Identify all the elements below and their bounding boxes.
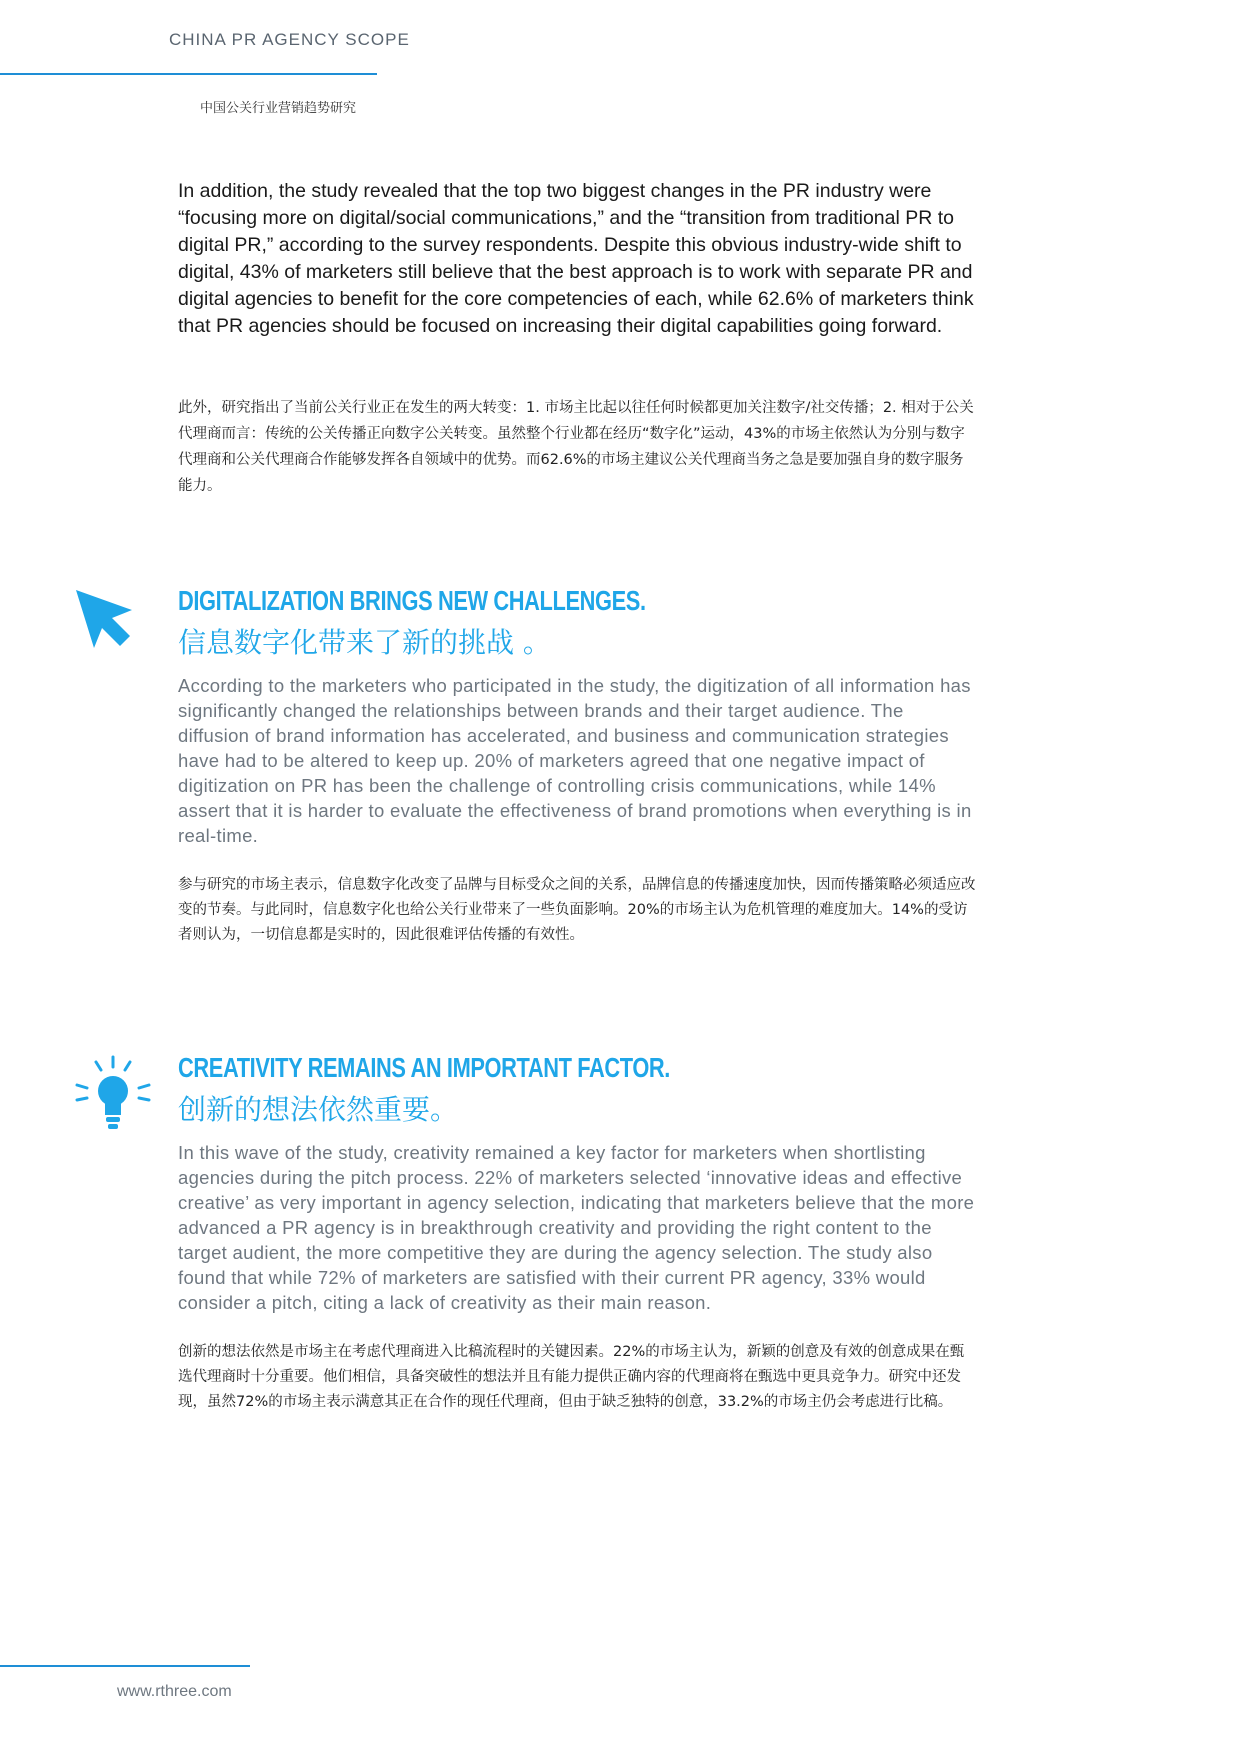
intro-paragraph-en: In addition, the study revealed that the top two biggest changes in the PR industry were “focusing more on digital/social communications,” and the “transition from traditional PR to digital PR,” according to the survey respondents. Despite this obvious industry-wide shift to digital, 43% of marketers still believe that the best approach is to work with separate PR and digital agencies to benefit for the core competencies of each, while 62.6% of marketers think that PR agencies should be focused on increasing their digital capabilities going forward. <box>178 180 974 337</box>
section-title-creativity-zh: 创新的想法依然重要。 <box>178 1093 459 1126</box>
cursor-arrow-icon <box>74 588 136 650</box>
header-rule <box>0 73 377 75</box>
section-title-digitalization: DIGITALIZATION BRINGS NEW CHALLENGES. <box>178 585 646 616</box>
section-body-creativity-zh: 创新的想法依然是市场主在考虑代理商进入比稿流程时的关键因素。22%的市场主认为，新颖的创意及有效的创意成果在甄选代理商时十分重要。他们相信，具备突破性的想法并且有能力提供正确内容的代理商将在甄选中更具竞争力。研究中还发现，虽然72%的市场主表示满意其正在合作的现任代理商，但由于缺乏独特的创意，33.2%的市场主仍会考虑进行比稿。 <box>178 1344 965 1410</box>
header-title: CHINA PR AGENCY SCOPE <box>169 30 410 49</box>
header-subtitle: 中国公关行业营销趋势研究 <box>200 101 357 116</box>
footer-rule <box>0 1665 250 1667</box>
section-title-digitalization-zh: 信息数字化带来了新的挑战 。 <box>178 626 551 659</box>
footer-url-link[interactable]: www.rthree.com <box>117 1683 232 1700</box>
section-body-creativity-en: In this wave of the study, creativity remained a key factor for marketers when shortlisting agencies during the pitch process. 22% of marketers selected ‘innovative ideas and effective creative’ as very important in agency selection, indicating that marketers believe that the more advanced a PR agency is in breakthrough creativity and providing the right content to the target audient, the more competitive they are during the agency selection. The study also found that while 72% of marketers are satisfied with their current PR agency, 33% would consider a pitch, citing a lack of creativity as their main reason. <box>178 1142 975 1313</box>
section-body-digitalization-zh: 参与研究的市场主表示，信息数字化改变了品牌与目标受众之间的关系，品牌信息的传播速度加快，因而传播策略必须适应改变的节奏。与此同时，信息数字化也给公关行业带来了一些负面影响。20%的市场主认为危机管理的难度加大。14%的受访者则认为，一切信息都是实时的，因此很难评估传播的有效性。 <box>178 877 976 943</box>
section-title-creativity: CREATIVITY REMAINS AN IMPORTANT FACTOR. <box>178 1052 670 1083</box>
intro-paragraph-zh: 此外，研究指出了当前公关行业正在发生的两大转变：1. 市场主比起以往任何时候都更加关注数字/社交传播；2. 相对于公关代理商而言：传统的公关传播正向数字公关转变。虽然整个行业都在经历“数字化”运动，43%的市场主依然认为分别与数字代理商和公关代理商合作能够发挥各自领域中的优势。而62.6%的市场主建议公关代理商当务之急是要加强自身的数字服务能力。 <box>178 400 974 494</box>
lightbulb-icon <box>73 1055 153 1135</box>
section-body-digitalization-en: According to the marketers who participated in the study, the digitization of all information has significantly changed the relationships between brands and their target audience. The diffusion of brand information has accelerated, and business and communication strategies have had to be altered to keep up. 20% of marketers agreed that one negative impact of digitization on PR has been the challenge of controlling crisis communications, while 14% assert that it is harder to evaluate the effectiveness of brand promotions when everything is in real-time. <box>178 675 972 846</box>
